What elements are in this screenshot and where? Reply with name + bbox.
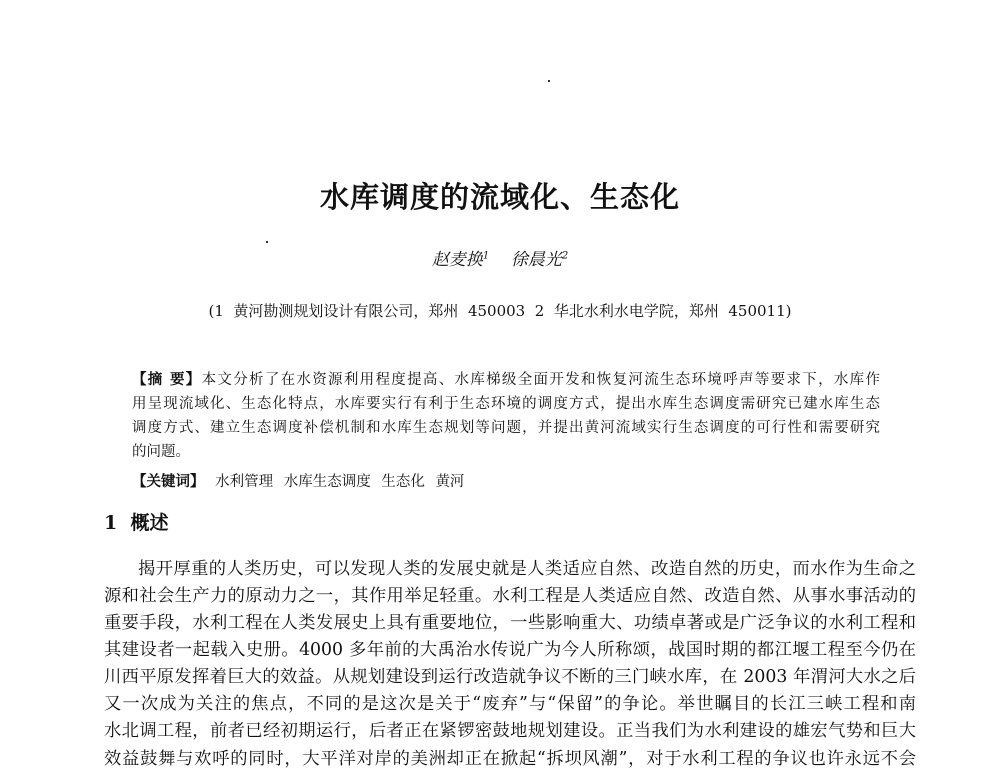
keyword: 水库生态调度 bbox=[283, 474, 371, 490]
body-line: 揭开厚重的人类历史，可以发现人类的发展史就是人类适应自然、改造自然的历史，而水作为生命之 bbox=[138, 559, 916, 579]
abstract-line: 用呈现流域化、生态化特点，水库要实行有利于生态环境的调度方式，提出水库生态调度需研究已建水库生态 bbox=[132, 396, 880, 412]
keyword: 水利管理 bbox=[215, 474, 274, 490]
body-line: 其建设者一起载入史册。4000 多年前的大禹治水传说广为今人所称颂，战国时期的都江堰工程至今仍在 bbox=[104, 640, 916, 660]
body-line: 川西平原发挥着巨大的效益。从规划建设到运行改造就争议不断的三门峡水库，在 2003 年渭河大水之后 bbox=[104, 667, 916, 687]
author-list bbox=[0, 245, 1000, 270]
scan-speck bbox=[266, 241, 268, 243]
body-line: 水北调工程，前者已经初期运行，后者正在紧锣密鼓地规划建设。正当我们为水利建设的雄宏气势和巨大 bbox=[104, 721, 916, 741]
affiliations: (1 黄河勘测规划设计有限公司，郑州 450003 2 华北水利水电学院，郑州 450011) bbox=[208, 302, 792, 320]
body-line: 源和社会生产力的原动力之一，其作用举足轻重。水利工程是人类适应自然、改造自然、从事水事活动的 bbox=[104, 586, 916, 606]
body-line: 又一次成为关注的焦点，不同的是这次是关于“废弃”与“保留”的争论。举世瞩目的长江三峡工程和南 bbox=[104, 694, 916, 714]
author-name: 赵麦换 bbox=[431, 250, 483, 270]
keywords-label: 【关键词】 bbox=[132, 473, 205, 490]
author-affiliation-mark: 1 bbox=[482, 250, 490, 262]
abstract-line: 调度方式、建立生态调度补偿机制和水库生态规划等问题，并提出黄河流域实行生态调度的可行性和需要研究 bbox=[132, 420, 880, 436]
abstract-line: 【摘 要】本文分析了在水资源利用程度提高、水库梯级全面开发和恢复河流生态环境呼声等要求下，水库作 bbox=[132, 371, 880, 388]
abstract-line: 的问题。 bbox=[132, 444, 190, 460]
body-line: 重要手段，水利工程在人类发展史上具有重要地位，一些影响重大、功绩卓著或是广泛争议的水利工程和 bbox=[104, 613, 916, 633]
keywords bbox=[132, 470, 464, 491]
keyword: 黄河 bbox=[435, 474, 465, 490]
author-affiliation-mark: 2 bbox=[561, 250, 569, 262]
abstract-label: 【摘 要】 bbox=[132, 371, 202, 388]
author-name: 徐晨光 bbox=[510, 250, 562, 270]
paper-title: 水库调度的流域化、生态化 bbox=[319, 180, 680, 214]
scan-speck bbox=[548, 80, 550, 82]
keyword: 生态化 bbox=[381, 474, 425, 490]
section-heading: 1 概述 bbox=[104, 512, 169, 534]
body-line: 效益鼓舞与欢呼的同时，大平洋对岸的美洲却正在掀起“拆坝风潮”，对于水利工程的争议也许永远不会 bbox=[104, 749, 916, 769]
